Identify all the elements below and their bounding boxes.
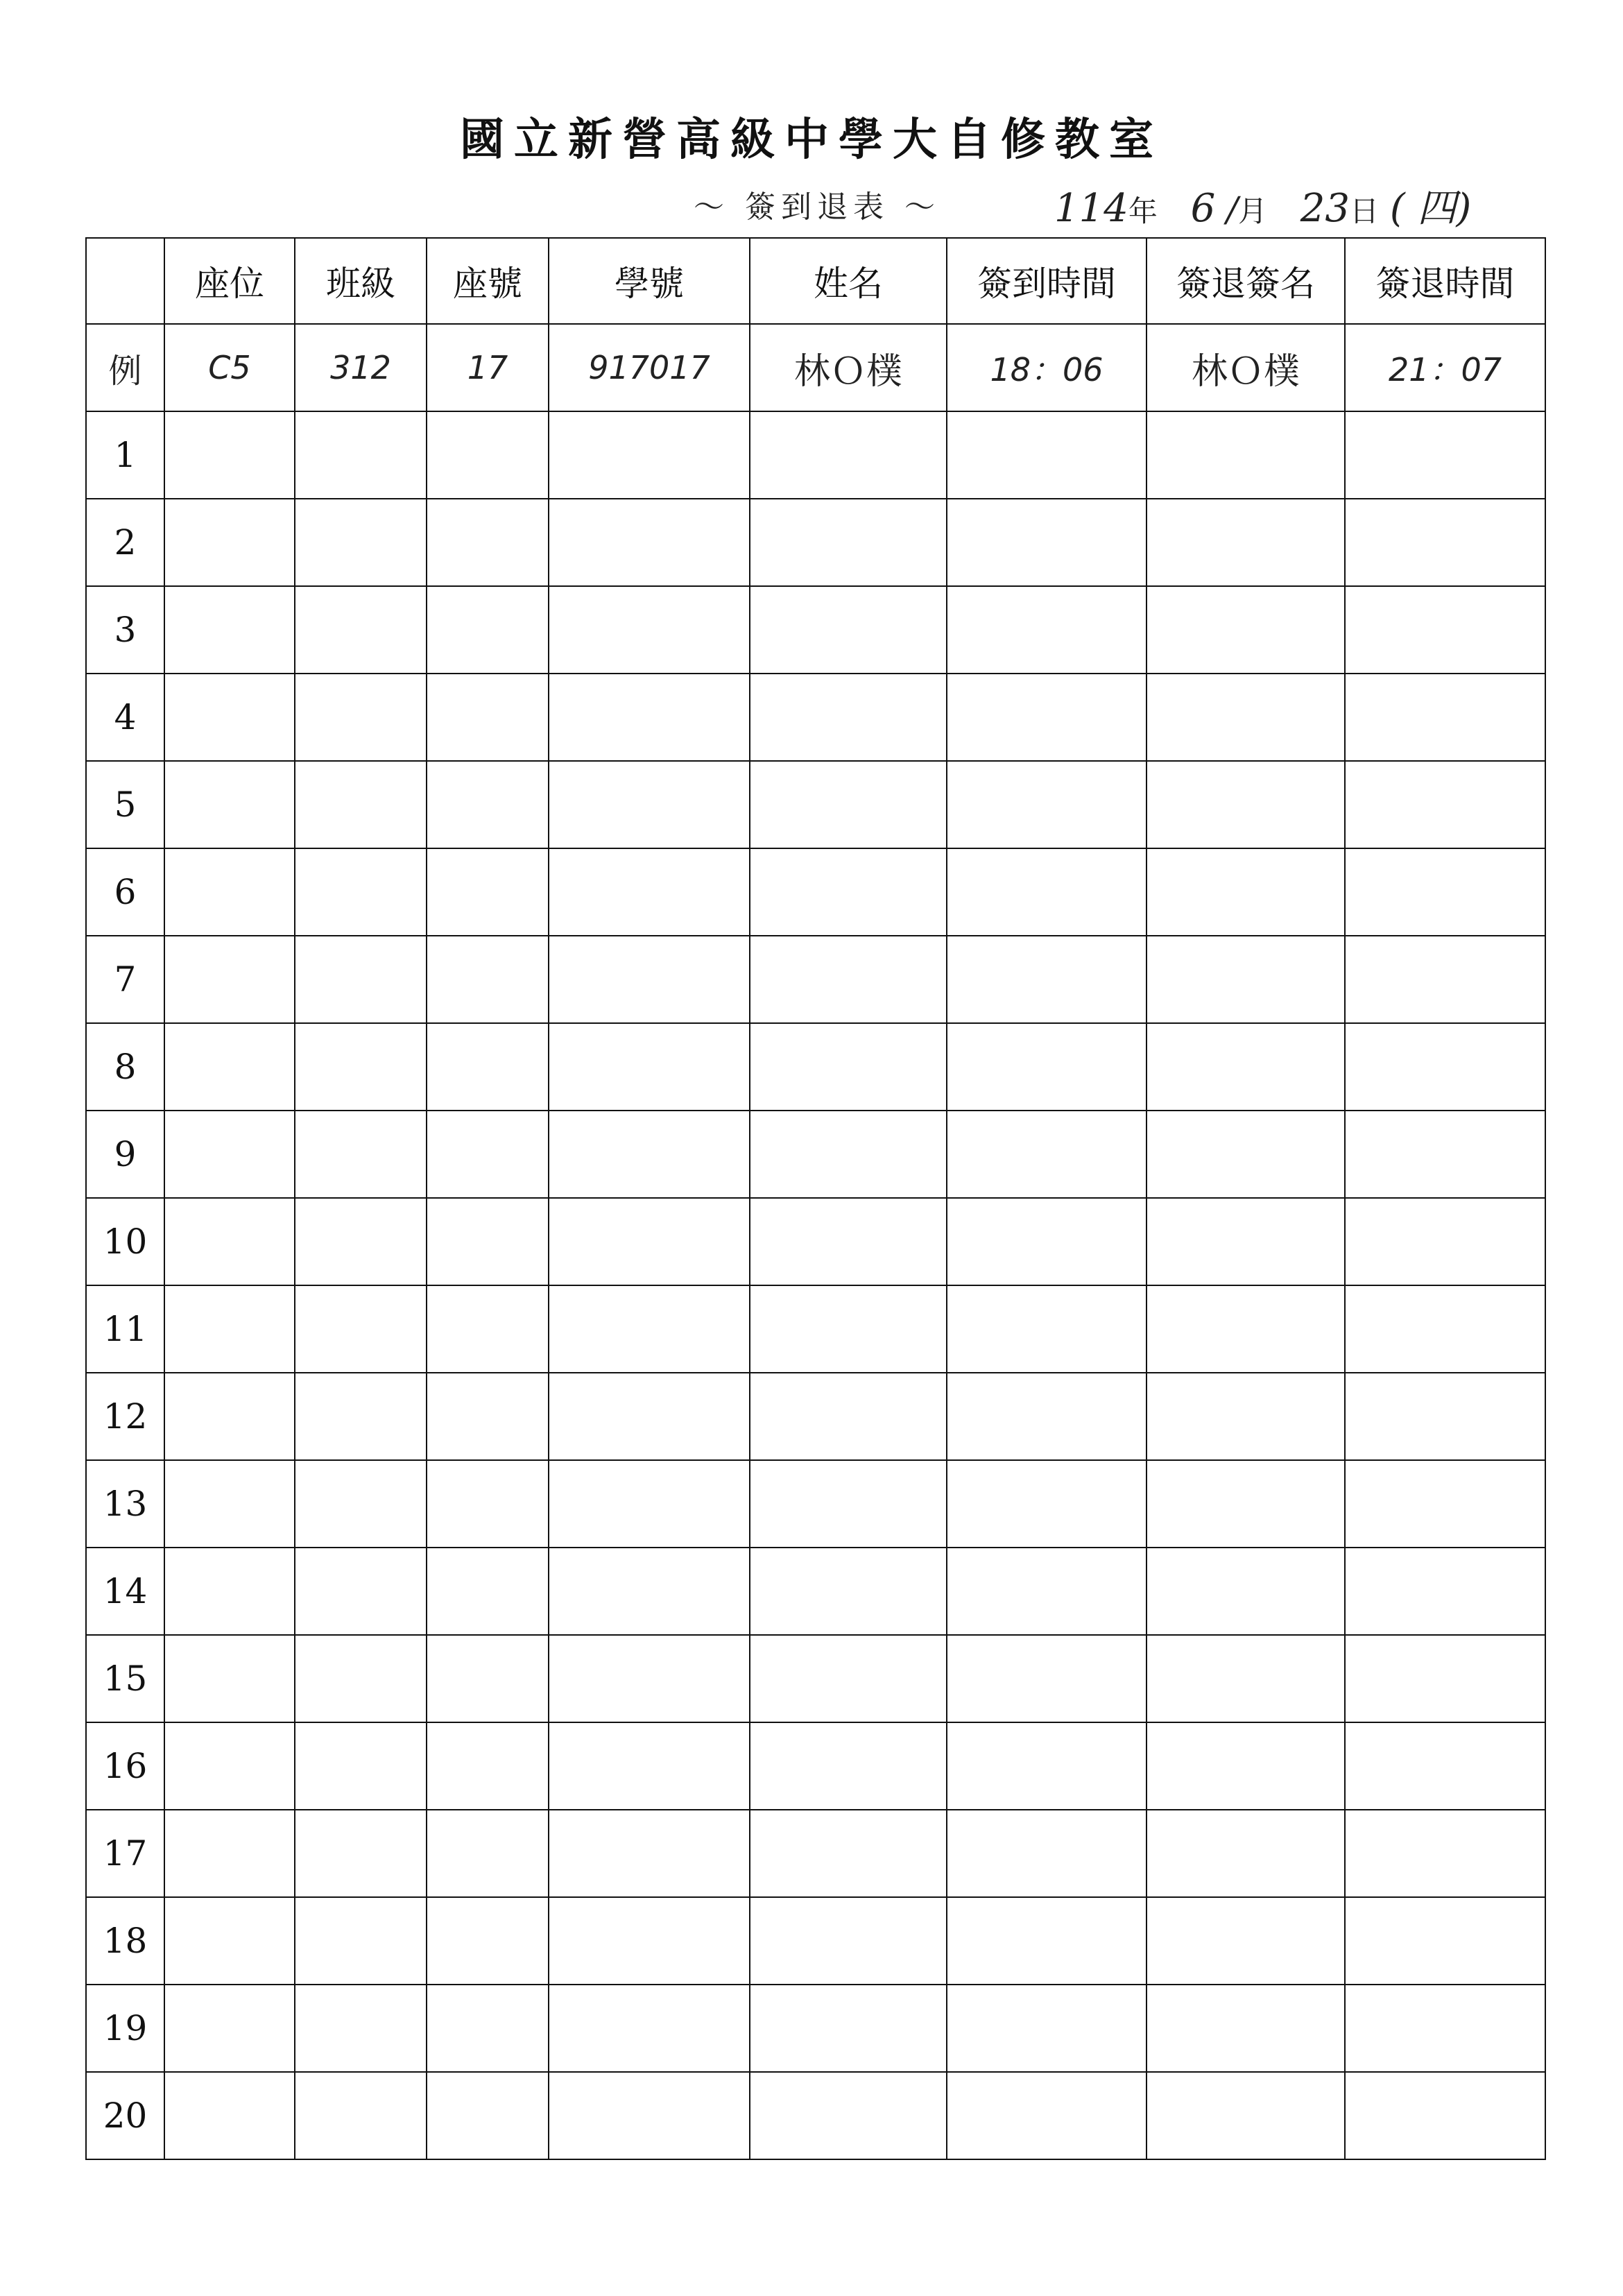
cell-seat-no[interactable]: [427, 1810, 549, 1897]
cell-student-id[interactable]: [549, 411, 750, 499]
cell-seat[interactable]: [164, 761, 295, 848]
cell-sign-out-signature[interactable]: [1147, 1722, 1345, 1810]
cell-sign-in-time[interactable]: [947, 761, 1147, 848]
cell-sign-out-time[interactable]: [1345, 1111, 1545, 1198]
table-row: [86, 674, 1545, 761]
cell-class[interactable]: [295, 411, 427, 499]
table-row: [86, 499, 1545, 586]
row-number: 4: [86, 674, 164, 761]
cell-seat[interactable]: [164, 936, 295, 1023]
cell-seat[interactable]: [164, 1373, 295, 1460]
cell-name[interactable]: [750, 1460, 947, 1548]
example-sign-out-time: 21：07: [1345, 324, 1545, 411]
example-sign-in-time: 18：06: [947, 324, 1147, 411]
row-number: 14: [86, 1548, 164, 1635]
table-row: [86, 1722, 1545, 1810]
cell-sign-out-signature[interactable]: [1147, 1897, 1345, 1985]
cell-sign-in-time[interactable]: [947, 1023, 1147, 1111]
cell-sign-in-time[interactable]: [947, 586, 1147, 674]
table-row: [86, 411, 1545, 499]
cell-sign-out-signature[interactable]: [1147, 848, 1345, 936]
date-day-unit: 日: [1349, 194, 1379, 228]
example-student-id: 917017: [549, 324, 750, 411]
cell-sign-out-time[interactable]: [1345, 1810, 1545, 1897]
cell-sign-in-time[interactable]: [947, 1897, 1147, 1985]
table-row: [86, 848, 1545, 936]
example-sign-out-signature: 林Ｏ樸: [1147, 324, 1345, 411]
cell-seat-no[interactable]: [427, 1285, 549, 1373]
cell-student-id[interactable]: [549, 674, 750, 761]
col-header-seat-no: 座號: [427, 238, 549, 324]
date-weekday: ( 四): [1389, 186, 1472, 231]
row-number: 9: [86, 1111, 164, 1198]
cell-class[interactable]: [295, 1111, 427, 1198]
cell-seat[interactable]: [164, 1548, 295, 1635]
cell-sign-in-time[interactable]: [947, 1810, 1147, 1897]
col-header-sign-out-signature: 簽退簽名: [1147, 238, 1345, 324]
cell-name[interactable]: [750, 1722, 947, 1810]
date-month: 6: [1190, 186, 1216, 231]
cell-seat[interactable]: [164, 586, 295, 674]
cell-sign-in-time[interactable]: [947, 848, 1147, 936]
cell-seat[interactable]: [164, 1897, 295, 1985]
date-month-unit: 月: [1237, 194, 1267, 228]
cell-sign-out-time[interactable]: [1345, 586, 1545, 674]
cell-sign-out-time[interactable]: [1345, 936, 1545, 1023]
example-row: [86, 324, 1545, 411]
cell-seat-no[interactable]: [427, 1722, 549, 1810]
cell-sign-out-signature[interactable]: [1147, 1198, 1345, 1285]
cell-sign-out-signature[interactable]: [1147, 1023, 1345, 1111]
col-header-seat: 座位: [164, 238, 295, 324]
cell-student-id[interactable]: [549, 1722, 750, 1810]
cell-sign-out-signature[interactable]: [1147, 1810, 1345, 1897]
cell-sign-in-time[interactable]: [947, 1548, 1147, 1635]
table-row: [86, 1373, 1545, 1460]
cell-name[interactable]: [750, 1985, 947, 2072]
cell-student-id[interactable]: [549, 1023, 750, 1111]
cell-seat[interactable]: [164, 1198, 295, 1285]
cell-class[interactable]: [295, 1460, 427, 1548]
cell-sign-out-signature[interactable]: [1147, 1460, 1345, 1548]
cell-class[interactable]: [295, 936, 427, 1023]
cell-sign-out-time[interactable]: [1345, 1722, 1545, 1810]
cell-sign-in-time[interactable]: [947, 1373, 1147, 1460]
date-year-unit: 年: [1128, 194, 1158, 228]
page-title: 國立新營高級中學大自修教室: [460, 114, 1163, 166]
cell-seat-no[interactable]: [427, 1198, 549, 1285]
cell-student-id[interactable]: [549, 1810, 750, 1897]
cell-seat-no[interactable]: [427, 1985, 549, 2072]
cell-student-id[interactable]: [549, 1635, 750, 1722]
cell-student-id[interactable]: [549, 586, 750, 674]
cell-sign-in-time[interactable]: [947, 499, 1147, 586]
row-number: 13: [86, 1460, 164, 1548]
cell-student-id[interactable]: [549, 1985, 750, 2072]
cell-sign-out-time[interactable]: [1345, 499, 1545, 586]
cell-seat[interactable]: [164, 411, 295, 499]
row-number: 20: [86, 2072, 164, 2159]
cell-class[interactable]: [295, 1198, 427, 1285]
example-seat-no: 17: [427, 324, 549, 411]
cell-student-id[interactable]: [549, 1373, 750, 1460]
cell-class[interactable]: [295, 674, 427, 761]
cell-seat[interactable]: [164, 1810, 295, 1897]
cell-name[interactable]: [750, 586, 947, 674]
date-year: 114: [1054, 186, 1128, 231]
cell-sign-out-signature[interactable]: [1147, 1285, 1345, 1373]
col-header-sign-out-time: 簽退時間: [1345, 238, 1545, 324]
cell-sign-out-time[interactable]: [1345, 1198, 1545, 1285]
cell-student-id[interactable]: [549, 1897, 750, 1985]
cell-name[interactable]: [750, 1635, 947, 1722]
cell-class[interactable]: [295, 2072, 427, 2159]
cell-seat-no[interactable]: [427, 1897, 549, 1985]
cell-seat-no[interactable]: [427, 674, 549, 761]
table-row: [86, 2072, 1545, 2159]
date-day: 23: [1300, 186, 1350, 231]
cell-name[interactable]: [750, 674, 947, 761]
cell-student-id[interactable]: [549, 1285, 750, 1373]
row-number: 11: [86, 1285, 164, 1373]
cell-seat[interactable]: [164, 1111, 295, 1198]
col-header-student-id: 學號: [549, 238, 750, 324]
cell-sign-out-time[interactable]: [1345, 2072, 1545, 2159]
cell-class[interactable]: [295, 1810, 427, 1897]
cell-sign-out-signature[interactable]: [1147, 411, 1345, 499]
cell-sign-in-time[interactable]: [947, 1111, 1147, 1198]
cell-class[interactable]: [295, 1635, 427, 1722]
cell-class[interactable]: [295, 1023, 427, 1111]
cell-seat-no[interactable]: [427, 936, 549, 1023]
example-class: 312: [295, 324, 427, 411]
cell-sign-out-time[interactable]: [1345, 1985, 1545, 2072]
col-header-class: 班級: [295, 238, 427, 324]
table-row: [86, 1985, 1545, 2072]
cell-seat[interactable]: [164, 1023, 295, 1111]
table-row: [86, 1897, 1545, 1985]
cell-name[interactable]: [750, 1897, 947, 1985]
example-seat: C5: [164, 324, 295, 411]
table-row: [86, 586, 1545, 674]
form-subtitle: ～ 簽到退表 ～: [694, 189, 941, 225]
cell-student-id[interactable]: [549, 1111, 750, 1198]
table-row: [86, 1810, 1545, 1897]
cell-sign-in-time[interactable]: [947, 1635, 1147, 1722]
cell-sign-out-time[interactable]: [1345, 1635, 1545, 1722]
cell-sign-out-time[interactable]: [1345, 761, 1545, 848]
cell-sign-out-time[interactable]: [1345, 1023, 1545, 1111]
cell-sign-in-time[interactable]: [947, 1198, 1147, 1285]
cell-sign-out-signature[interactable]: [1147, 1985, 1345, 2072]
cell-sign-in-time[interactable]: [947, 1722, 1147, 1810]
table-row: [86, 761, 1545, 848]
cell-seat-no[interactable]: [427, 848, 549, 936]
cell-seat-no[interactable]: [427, 1460, 549, 1548]
row-number: 10: [86, 1198, 164, 1285]
cell-seat[interactable]: [164, 499, 295, 586]
row-number: 15: [86, 1635, 164, 1722]
cell-sign-out-time[interactable]: [1345, 1373, 1545, 1460]
cell-sign-in-time[interactable]: [947, 1285, 1147, 1373]
row-number: 18: [86, 1897, 164, 1985]
cell-seat[interactable]: [164, 1985, 295, 2072]
row-number: 5: [86, 761, 164, 848]
cell-sign-in-time[interactable]: [947, 411, 1147, 499]
cell-sign-in-time[interactable]: [947, 1985, 1147, 2072]
cell-seat[interactable]: [164, 2072, 295, 2159]
table-row: [86, 936, 1545, 1023]
cell-name[interactable]: [750, 2072, 947, 2159]
cell-sign-out-signature[interactable]: [1147, 586, 1345, 674]
cell-seat-no[interactable]: [427, 1111, 549, 1198]
cell-name[interactable]: [750, 848, 947, 936]
cell-class[interactable]: [295, 586, 427, 674]
cell-sign-out-time[interactable]: [1345, 411, 1545, 499]
row-number: 12: [86, 1373, 164, 1460]
cell-seat-no[interactable]: [427, 499, 549, 586]
cell-seat[interactable]: [164, 1285, 295, 1373]
cell-name[interactable]: [750, 1810, 947, 1897]
table-row: [86, 1198, 1545, 1285]
cell-name[interactable]: [750, 1285, 947, 1373]
cell-student-id[interactable]: [549, 2072, 750, 2159]
cell-sign-in-time[interactable]: [947, 674, 1147, 761]
cell-student-id[interactable]: [549, 1198, 750, 1285]
cell-class[interactable]: [295, 848, 427, 936]
row-number: 17: [86, 1810, 164, 1897]
cell-seat[interactable]: [164, 848, 295, 936]
row-number: 3: [86, 586, 164, 674]
col-header-name: 姓名: [750, 238, 947, 324]
cell-student-id[interactable]: [549, 499, 750, 586]
cell-name[interactable]: [750, 1373, 947, 1460]
cell-student-id[interactable]: [549, 761, 750, 848]
table-row: [86, 1460, 1545, 1548]
row-number: 19: [86, 1985, 164, 2072]
table-row: [86, 1111, 1545, 1198]
cell-seat[interactable]: [164, 674, 295, 761]
row-number: 6: [86, 848, 164, 936]
sign-in-table: [85, 237, 1546, 2160]
row-number: 8: [86, 1023, 164, 1111]
cell-sign-out-signature[interactable]: [1147, 2072, 1345, 2159]
cell-class[interactable]: [295, 1985, 427, 2072]
cell-name[interactable]: [750, 499, 947, 586]
cell-name[interactable]: [750, 1548, 947, 1635]
cell-seat[interactable]: [164, 1635, 295, 1722]
cell-seat[interactable]: [164, 1460, 295, 1548]
example-name: 林Ｏ樸: [750, 324, 947, 411]
cell-seat-no[interactable]: [427, 1373, 549, 1460]
cell-sign-in-time[interactable]: [947, 2072, 1147, 2159]
cell-seat-no[interactable]: [427, 1635, 549, 1722]
header-row: [86, 238, 1545, 324]
cell-sign-out-time[interactable]: [1345, 674, 1545, 761]
col-header-index: [86, 238, 164, 324]
table-row: [86, 1635, 1545, 1722]
cell-sign-out-time[interactable]: [1345, 1897, 1545, 1985]
cell-name[interactable]: [750, 1198, 947, 1285]
table-row: [86, 1285, 1545, 1373]
cell-class[interactable]: [295, 1285, 427, 1373]
table-row: [86, 1023, 1545, 1111]
cell-name[interactable]: [750, 936, 947, 1023]
cell-student-id[interactable]: [549, 1460, 750, 1548]
cell-seat-no[interactable]: [427, 1548, 549, 1635]
cell-sign-in-time[interactable]: [947, 936, 1147, 1023]
cell-class[interactable]: [295, 1548, 427, 1635]
row-number: 7: [86, 936, 164, 1023]
cell-sign-out-signature[interactable]: [1147, 1548, 1345, 1635]
cell-class[interactable]: [295, 1373, 427, 1460]
cell-sign-in-time[interactable]: [947, 1460, 1147, 1548]
col-header-sign-in-time: 簽到時間: [947, 238, 1147, 324]
row-number: 1: [86, 411, 164, 499]
example-label: 例: [86, 324, 164, 411]
cell-student-id[interactable]: [549, 1548, 750, 1635]
cell-sign-out-time[interactable]: [1345, 848, 1545, 936]
cell-class[interactable]: [295, 1722, 427, 1810]
cell-name[interactable]: [750, 411, 947, 499]
cell-sign-out-signature[interactable]: [1147, 1373, 1345, 1460]
cell-seat-no[interactable]: [427, 2072, 549, 2159]
cell-sign-out-signature[interactable]: [1147, 674, 1345, 761]
cell-class[interactable]: [295, 761, 427, 848]
cell-seat-no[interactable]: [427, 761, 549, 848]
cell-student-id[interactable]: [549, 936, 750, 1023]
cell-seat-no[interactable]: [427, 1023, 549, 1111]
cell-name[interactable]: [750, 761, 947, 848]
table-row: [86, 1548, 1545, 1635]
cell-class[interactable]: [295, 499, 427, 586]
cell-sign-out-time[interactable]: [1345, 1548, 1545, 1635]
cell-student-id[interactable]: [549, 848, 750, 936]
cell-sign-out-time[interactable]: [1345, 1460, 1545, 1548]
cell-seat[interactable]: [164, 1722, 295, 1810]
cell-class[interactable]: [295, 1897, 427, 1985]
cell-seat-no[interactable]: [427, 586, 549, 674]
cell-sign-out-signature[interactable]: [1147, 499, 1345, 586]
row-number: 16: [86, 1722, 164, 1810]
cell-sign-out-signature[interactable]: [1147, 1111, 1345, 1198]
row-number: 2: [86, 499, 164, 586]
cell-name[interactable]: [750, 1023, 947, 1111]
cell-name[interactable]: [750, 1111, 947, 1198]
cell-sign-out-signature[interactable]: [1147, 1635, 1345, 1722]
date-line: 114年 6 /月 23日 ( 四): [1054, 178, 1471, 233]
cell-sign-out-time[interactable]: [1345, 1285, 1545, 1373]
cell-sign-out-signature[interactable]: [1147, 761, 1345, 848]
cell-sign-out-signature[interactable]: [1147, 936, 1345, 1023]
cell-seat-no[interactable]: [427, 411, 549, 499]
